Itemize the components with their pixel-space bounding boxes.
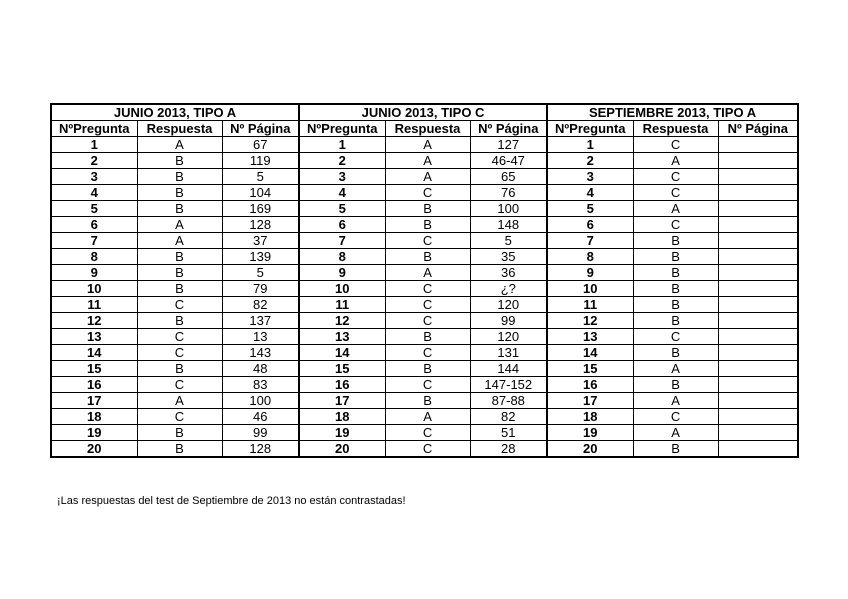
answer-junio-c: C: [385, 297, 470, 313]
answer-junio-c: B: [385, 201, 470, 217]
page-septiembre-a: [718, 185, 798, 201]
question-number: 20: [51, 441, 137, 458]
table-row: [51, 377, 798, 393]
question-number: 5: [51, 201, 137, 217]
question-number: 9: [299, 265, 385, 281]
table-row: [51, 201, 798, 217]
page-septiembre-a: [718, 265, 798, 281]
answer-septiembre-a: B: [633, 297, 718, 313]
question-number: 13: [547, 329, 633, 345]
question-number: 2: [299, 153, 385, 169]
question-number: 10: [547, 281, 633, 297]
question-number: 1: [299, 137, 385, 153]
answer-junio-c: B: [385, 329, 470, 345]
page-septiembre-a: [718, 233, 798, 249]
page-septiembre-a: [718, 249, 798, 265]
answer-septiembre-a: B: [633, 441, 718, 458]
question-number: 10: [51, 281, 137, 297]
answer-junio-c: C: [385, 345, 470, 361]
question-number: 3: [299, 169, 385, 185]
table-row: [51, 233, 798, 249]
page-septiembre-a: [718, 329, 798, 345]
page-junio-c: 131: [470, 345, 547, 361]
page-septiembre-a: [718, 217, 798, 233]
answer-junio-a: B: [137, 185, 222, 201]
question-number: 13: [51, 329, 137, 345]
question-number: 16: [547, 377, 633, 393]
answer-septiembre-a: B: [633, 265, 718, 281]
question-number: 11: [547, 297, 633, 313]
question-number: 7: [547, 233, 633, 249]
footnote: ¡Las respuestas del test de Septiembre de 2013 no están contrastadas!: [57, 495, 406, 507]
page-septiembre-a: [718, 441, 798, 458]
page-junio-c: 120: [470, 297, 547, 313]
answer-junio-c: B: [385, 361, 470, 377]
question-number: 4: [51, 185, 137, 201]
question-number: 16: [299, 377, 385, 393]
column-header-answer: Respuesta: [633, 121, 718, 137]
page-septiembre-a: [718, 281, 798, 297]
page-junio-c: 99: [470, 313, 547, 329]
answer-septiembre-a: A: [633, 153, 718, 169]
question-number: 8: [299, 249, 385, 265]
question-number: 3: [51, 169, 137, 185]
page-junio-a: 169: [222, 201, 299, 217]
question-number: 5: [299, 201, 385, 217]
question-number: 7: [51, 233, 137, 249]
page-junio-a: 104: [222, 185, 299, 201]
page-septiembre-a: [718, 361, 798, 377]
answer-septiembre-a: B: [633, 281, 718, 297]
answer-junio-a: C: [137, 297, 222, 313]
answer-septiembre-a: A: [633, 425, 718, 441]
question-number: 12: [547, 313, 633, 329]
page-junio-c: 147-152: [470, 377, 547, 393]
answer-junio-a: B: [137, 313, 222, 329]
page-junio-a: 5: [222, 169, 299, 185]
answer-junio-c: C: [385, 185, 470, 201]
table-row: [51, 425, 798, 441]
answer-junio-a: B: [137, 153, 222, 169]
page-junio-a: 143: [222, 345, 299, 361]
question-number: 4: [547, 185, 633, 201]
answer-junio-a: C: [137, 377, 222, 393]
column-header-question: NºPregunta: [299, 121, 385, 137]
question-number: 6: [51, 217, 137, 233]
column-header-question: NºPregunta: [547, 121, 633, 137]
question-number: 9: [51, 265, 137, 281]
answer-junio-a: B: [137, 425, 222, 441]
question-number: 11: [299, 297, 385, 313]
answer-junio-c: C: [385, 377, 470, 393]
question-number: 18: [547, 409, 633, 425]
page-junio-c: 36: [470, 265, 547, 281]
table-row: [51, 137, 798, 153]
group-header-row: [51, 104, 798, 121]
answer-septiembre-a: C: [633, 169, 718, 185]
page-junio-c: 35: [470, 249, 547, 265]
page-junio-a: 100: [222, 393, 299, 409]
answer-septiembre-a: C: [633, 185, 718, 201]
answer-junio-c: C: [385, 313, 470, 329]
page-junio-a: 119: [222, 153, 299, 169]
answer-septiembre-a: C: [633, 329, 718, 345]
page-junio-a: 99: [222, 425, 299, 441]
page-septiembre-a: [718, 169, 798, 185]
page-junio-c: 5: [470, 233, 547, 249]
question-number: 20: [547, 441, 633, 458]
question-number: 17: [547, 393, 633, 409]
answer-junio-c: C: [385, 281, 470, 297]
question-number: 6: [547, 217, 633, 233]
page-junio-c: 46-47: [470, 153, 547, 169]
answer-septiembre-a: C: [633, 137, 718, 153]
column-header-question: NºPregunta: [51, 121, 137, 137]
answer-junio-a: A: [137, 393, 222, 409]
page-septiembre-a: [718, 313, 798, 329]
answer-junio-a: C: [137, 329, 222, 345]
page-junio-a: 67: [222, 137, 299, 153]
question-number: 8: [51, 249, 137, 265]
answer-junio-a: A: [137, 233, 222, 249]
page-septiembre-a: [718, 393, 798, 409]
answer-junio-a: A: [137, 217, 222, 233]
question-number: 6: [299, 217, 385, 233]
page-junio-a: 82: [222, 297, 299, 313]
question-number: 16: [51, 377, 137, 393]
answer-junio-c: C: [385, 233, 470, 249]
answer-junio-c: A: [385, 153, 470, 169]
page-junio-a: 37: [222, 233, 299, 249]
page-junio-a: 5: [222, 265, 299, 281]
page-junio-c: 65: [470, 169, 547, 185]
table-row: [51, 265, 798, 281]
answer-junio-a: B: [137, 361, 222, 377]
page-septiembre-a: [718, 153, 798, 169]
question-number: 11: [51, 297, 137, 313]
question-number: 8: [547, 249, 633, 265]
page-septiembre-a: [718, 345, 798, 361]
page-septiembre-a: [718, 201, 798, 217]
answer-septiembre-a: C: [633, 217, 718, 233]
answer-septiembre-a: B: [633, 345, 718, 361]
answer-junio-a: B: [137, 249, 222, 265]
answer-junio-c: A: [385, 265, 470, 281]
question-number: 18: [299, 409, 385, 425]
question-number: 17: [51, 393, 137, 409]
table-row: [51, 297, 798, 313]
answer-junio-c: C: [385, 441, 470, 458]
page-junio-a: 46: [222, 409, 299, 425]
question-number: 10: [299, 281, 385, 297]
page-junio-a: 128: [222, 217, 299, 233]
table-row: [51, 249, 798, 265]
page-junio-a: 139: [222, 249, 299, 265]
question-number: 15: [51, 361, 137, 377]
answer-junio-c: B: [385, 249, 470, 265]
table-row: [51, 217, 798, 233]
page-junio-a: 79: [222, 281, 299, 297]
page-junio-a: 13: [222, 329, 299, 345]
answer-septiembre-a: B: [633, 233, 718, 249]
answer-junio-a: B: [137, 265, 222, 281]
table-row: [51, 361, 798, 377]
page-junio-c: 100: [470, 201, 547, 217]
column-header-page: Nº Página: [718, 121, 798, 137]
question-number: 14: [299, 345, 385, 361]
column-header-page: Nº Página: [470, 121, 547, 137]
answer-junio-c: A: [385, 409, 470, 425]
page-junio-c: 82: [470, 409, 547, 425]
table-row: [51, 281, 798, 297]
answer-septiembre-a: A: [633, 201, 718, 217]
column-header-answer: Respuesta: [137, 121, 222, 137]
question-number: 3: [547, 169, 633, 185]
page-junio-a: 128: [222, 441, 299, 458]
page-junio-c: 87-88: [470, 393, 547, 409]
question-number: 18: [51, 409, 137, 425]
column-header-answer: Respuesta: [385, 121, 470, 137]
page-septiembre-a: [718, 377, 798, 393]
answer-septiembre-a: A: [633, 361, 718, 377]
question-number: 19: [299, 425, 385, 441]
question-number: 1: [51, 137, 137, 153]
question-number: 2: [51, 153, 137, 169]
question-number: 15: [299, 361, 385, 377]
question-number: 4: [299, 185, 385, 201]
question-number: 20: [299, 441, 385, 458]
answer-junio-c: B: [385, 217, 470, 233]
question-number: 9: [547, 265, 633, 281]
page-junio-c: 28: [470, 441, 547, 458]
group-title-junio-a: JUNIO 2013, TIPO A: [51, 104, 299, 121]
table-row: [51, 345, 798, 361]
table-row: [51, 185, 798, 201]
question-number: 1: [547, 137, 633, 153]
question-number: 12: [51, 313, 137, 329]
table-row: [51, 409, 798, 425]
answer-junio-a: A: [137, 137, 222, 153]
question-number: 19: [547, 425, 633, 441]
answer-septiembre-a: B: [633, 377, 718, 393]
answer-junio-c: A: [385, 169, 470, 185]
answer-junio-a: B: [137, 281, 222, 297]
question-number: 7: [299, 233, 385, 249]
answer-junio-a: C: [137, 345, 222, 361]
table-row: [51, 441, 798, 458]
question-number: 12: [299, 313, 385, 329]
answer-junio-a: B: [137, 169, 222, 185]
question-number: 2: [547, 153, 633, 169]
table-row: [51, 153, 798, 169]
question-number: 15: [547, 361, 633, 377]
column-header-row: [51, 121, 798, 137]
page-junio-c: 51: [470, 425, 547, 441]
page-septiembre-a: [718, 297, 798, 313]
column-header-page: Nº Página: [222, 121, 299, 137]
page-junio-c: ¿?: [470, 281, 547, 297]
answer-junio-c: B: [385, 393, 470, 409]
table-row: [51, 393, 798, 409]
answer-junio-c: C: [385, 425, 470, 441]
group-title-junio-c: JUNIO 2013, TIPO C: [299, 104, 547, 121]
group-title-septiembre-a: SEPTIEMBRE 2013, TIPO A: [547, 104, 798, 121]
question-number: 17: [299, 393, 385, 409]
table-row: [51, 313, 798, 329]
answer-septiembre-a: A: [633, 393, 718, 409]
page-junio-a: 83: [222, 377, 299, 393]
page-septiembre-a: [718, 409, 798, 425]
question-number: 19: [51, 425, 137, 441]
page-junio-c: 148: [470, 217, 547, 233]
answer-key-table: [50, 103, 799, 458]
answer-septiembre-a: B: [633, 313, 718, 329]
answer-septiembre-a: C: [633, 409, 718, 425]
answer-junio-a: C: [137, 409, 222, 425]
question-number: 13: [299, 329, 385, 345]
question-number: 5: [547, 201, 633, 217]
question-number: 14: [51, 345, 137, 361]
table-row: [51, 329, 798, 345]
page-junio-a: 137: [222, 313, 299, 329]
table-row: [51, 169, 798, 185]
page-junio-c: 120: [470, 329, 547, 345]
page-septiembre-a: [718, 137, 798, 153]
page-junio-c: 144: [470, 361, 547, 377]
page-septiembre-a: [718, 425, 798, 441]
page-junio-c: 76: [470, 185, 547, 201]
answer-junio-c: A: [385, 137, 470, 153]
page-junio-a: 48: [222, 361, 299, 377]
answer-junio-a: B: [137, 441, 222, 458]
question-number: 14: [547, 345, 633, 361]
page-junio-c: 127: [470, 137, 547, 153]
answer-junio-a: B: [137, 201, 222, 217]
answer-rows: [51, 137, 798, 458]
answer-septiembre-a: B: [633, 249, 718, 265]
